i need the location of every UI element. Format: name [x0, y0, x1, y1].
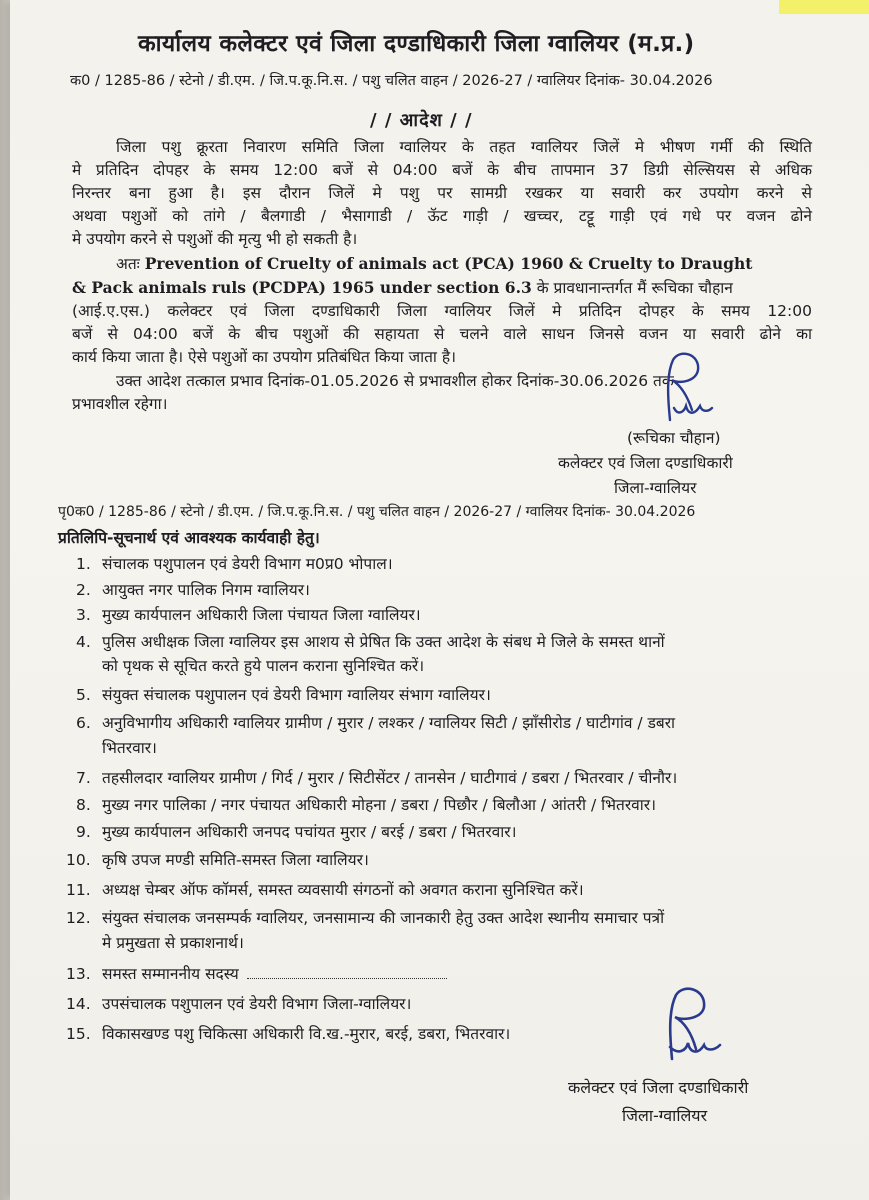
list-number: 9. [76, 823, 91, 841]
para3-line: उक्त आदेश तत्काल प्रभाव दिनांक-01.05.2026 से प्रभावशील होकर दिनांक-30.06.2026 तक [116, 372, 674, 390]
copy-heading: प्रतिलिपि-सूचनार्थ एवं आवश्यक कार्यवाही हेतु। [58, 529, 320, 547]
list-text: तहसीलदार ग्वालियर ग्रामीण / गिर्द / मुरार / सिटीसेंटर / तानसेन / घाटीगावं / डबरा / भितरवार / चीनौर। [102, 769, 678, 787]
list-item [66, 906, 664, 928]
office-title: कार्यालय कलेक्टर एवं जिला दण्डाधिकारी जिला ग्वालियर (म.प्र.) [138, 31, 695, 57]
list-text: संचालक पशुपालन एवं डेयरी विभाग म0प्र0 भोपाल। [102, 555, 393, 573]
sticky-note [779, 0, 869, 14]
para2-line2-hindi: के प्रावधानान्तर्गत मैं रूचिका चौहान [536, 279, 733, 297]
list-number: 1. [76, 555, 91, 573]
list-number: 7. [76, 769, 91, 787]
list-item-continuation: को पृथक से सूचित करते हुये पालन कराना सुनिश्चित करें। [102, 657, 425, 675]
list-number: 13. [66, 965, 91, 983]
para1-line: मे प्रतिदिन दोपहर के समय 12:00 बजें से 04:00 बजें के बीच तापमान 37 डिग्री सेल्सियस से अधिक [72, 161, 812, 179]
signature-image [648, 350, 718, 425]
copy-reference: पृ0क0 / 1285-86 / स्टेनो / डी.एम. / जि.प.कू.नि.स. / पशु चलित वाहन / 2026-27 / ग्वालियर दिनांक- 30.04.2026 [58, 504, 696, 520]
list-text: विकासखण्ड पशु चिकित्सा अधिकारी वि.ख.-मुरार, बरई, डबरा, भितरवार। [102, 1025, 511, 1043]
list-number: 8. [76, 796, 91, 814]
signatory-designation: कलेक्टर एवं जिला दण्डाधिकारी [568, 1078, 749, 1097]
list-number: 12. [66, 909, 91, 927]
list-item [76, 793, 656, 815]
order-reference: क0 / 1285-86 / स्टेनो / डी.एम. / जि.प.कू.नि.स. / पशु चलित वाहन / 2026-27 / ग्वालियर दिनांक- 30.04.2026 [70, 73, 713, 89]
list-item [66, 962, 447, 984]
list-number: 5. [76, 686, 91, 704]
list-text: मुख्य कार्यपालन अधिकारी जिला पंचायत जिला ग्वालियर। [102, 606, 421, 624]
list-item-continuation: मे प्रमुखता से प्रकाशनार्थ। [102, 934, 244, 952]
list-number: 3. [76, 606, 91, 624]
list-item [76, 578, 310, 600]
list-number: 6. [76, 714, 91, 732]
list-text: उपसंचालक पशुपालन एवं डेयरी विभाग जिला-ग्वालियर। [102, 995, 412, 1013]
list-item [76, 683, 491, 705]
signatory-district: जिला-ग्वालियर [614, 479, 697, 497]
list-text: समस्त सम्माननीय सदस्य [102, 965, 239, 983]
list-text: मुख्य नगर पालिका / नगर पंचायत अधिकारी मोहना / डबरा / पिछौर / बिलौआ / आंतरी / भितरवार। [102, 796, 657, 814]
para3-line: प्रभावशील रहेगा। [72, 395, 168, 413]
list-item [76, 630, 665, 652]
list-item [76, 552, 393, 574]
act-name-line2: & Pack animals ruls (PCDPA) 1965 under section 6.3 [72, 278, 532, 297]
signatory-name: (रूचिका चौहान) [627, 429, 721, 447]
para1-line: मे उपयोग करने से पशुओं की मृत्यु भी हो सकती है। [72, 230, 358, 248]
signatory-district: जिला-ग्वालियर [622, 1106, 708, 1125]
list-item [66, 992, 411, 1014]
list-number: 10. [66, 851, 91, 869]
dotted-blank [247, 966, 447, 979]
list-item [66, 878, 584, 900]
para2-prefix: अतः [116, 255, 140, 273]
list-text: पुलिस अधीक्षक जिला ग्वालियर इस आशय से प्रेषित कि उक्त आदेश के संबध मे जिले के समस्त थानों [102, 633, 665, 651]
list-number: 2. [76, 581, 91, 599]
para2-line [72, 276, 812, 300]
list-item [66, 1022, 510, 1044]
list-text: कृषि उपज मण्डी समिति-समस्त जिला ग्वालियर। [102, 851, 369, 869]
order-heading: / / आदेश / / [370, 110, 473, 131]
list-text: अनुविभागीय अधिकारी ग्वालियर ग्रामीण / मुरार / लश्कर / ग्वालियर सिटी / झाँसीरोड / घाटीगांव / डबरा [102, 714, 676, 732]
list-item [76, 603, 421, 625]
list-number: 11. [66, 881, 91, 899]
para2-line: बजें से 04:00 बजें के बीच पशुओं की सहायता से चलने वाले साधन जिनसे वजन या सवारी ढोने का [72, 325, 812, 343]
list-text: संयुक्त संचालक पशुपालन एवं डेयरी विभाग ग्वालियर संभाग ग्वालियर। [102, 686, 491, 704]
para1-line: अथवा पशुओं को तांगे / बैलगाडी / भैसागाडी / ऊॅट गाड़ी / खच्चर, टट्टू गाड़ी एवं गधे पर वजन ढोने [72, 207, 812, 225]
list-number: 4. [76, 633, 91, 651]
act-name-line1: Prevention of Cruelty of animals act (PCA) 1960 & Cruelty to Draught [144, 254, 753, 273]
list-text: मुख्य कार्यपालन अधिकारी जनपद पचांयत मुरार / बरई / डबरा / भितरवार। [102, 823, 517, 841]
signatory-designation: कलेक्टर एवं जिला दण्डाधिकारी [558, 454, 733, 472]
list-item [76, 820, 517, 842]
list-number: 14. [66, 995, 91, 1013]
para2-line: (आई.ए.एस.) कलेक्टर एवं जिला दण्डाधिकारी जिला ग्वालियर जिलें मे प्रतिदिन दोपहर के समय 12:00 [72, 302, 812, 320]
list-number: 15. [66, 1025, 91, 1043]
para1-line: निरन्तर बना हुआ है। इस दौरान जिलें मे पशु पर सामग्री रखकर या सवारी कर उपयोग करने से [72, 184, 812, 202]
order-paragraph-1 [72, 136, 812, 251]
signature-image [648, 985, 728, 1065]
document-page [10, 0, 869, 1200]
para2-line: कार्य किया जाता है। ऐसे पशुओं का उपयोग प्रतिबंधित किया जाता है। [72, 348, 456, 366]
list-item [76, 711, 675, 733]
para1-line: जिला पशु क्रूरता निवारण समिति जिला ग्वालियर के तहत ग्वालियर जिलें मे भीषण गर्मी की स्थिति [116, 138, 812, 156]
list-text: अध्यक्ष चेम्बर ऑफ कॉमर्स, समस्त व्यवसायी संगठनों को अवगत कराना सुनिश्चित करें। [102, 881, 584, 899]
list-item [76, 766, 677, 788]
list-item-continuation: भितरवार। [102, 739, 157, 757]
list-text: संयुक्त संचालक जनसम्पर्क ग्वालियर, जनसामान्य की जानकारी हेतु उक्त आदेश स्थानीय समाचार पत्रों [102, 909, 665, 927]
para2-line [72, 252, 812, 276]
list-text: आयुक्त नगर पालिक निगम ग्वालियर। [102, 581, 310, 599]
list-item [66, 848, 369, 870]
